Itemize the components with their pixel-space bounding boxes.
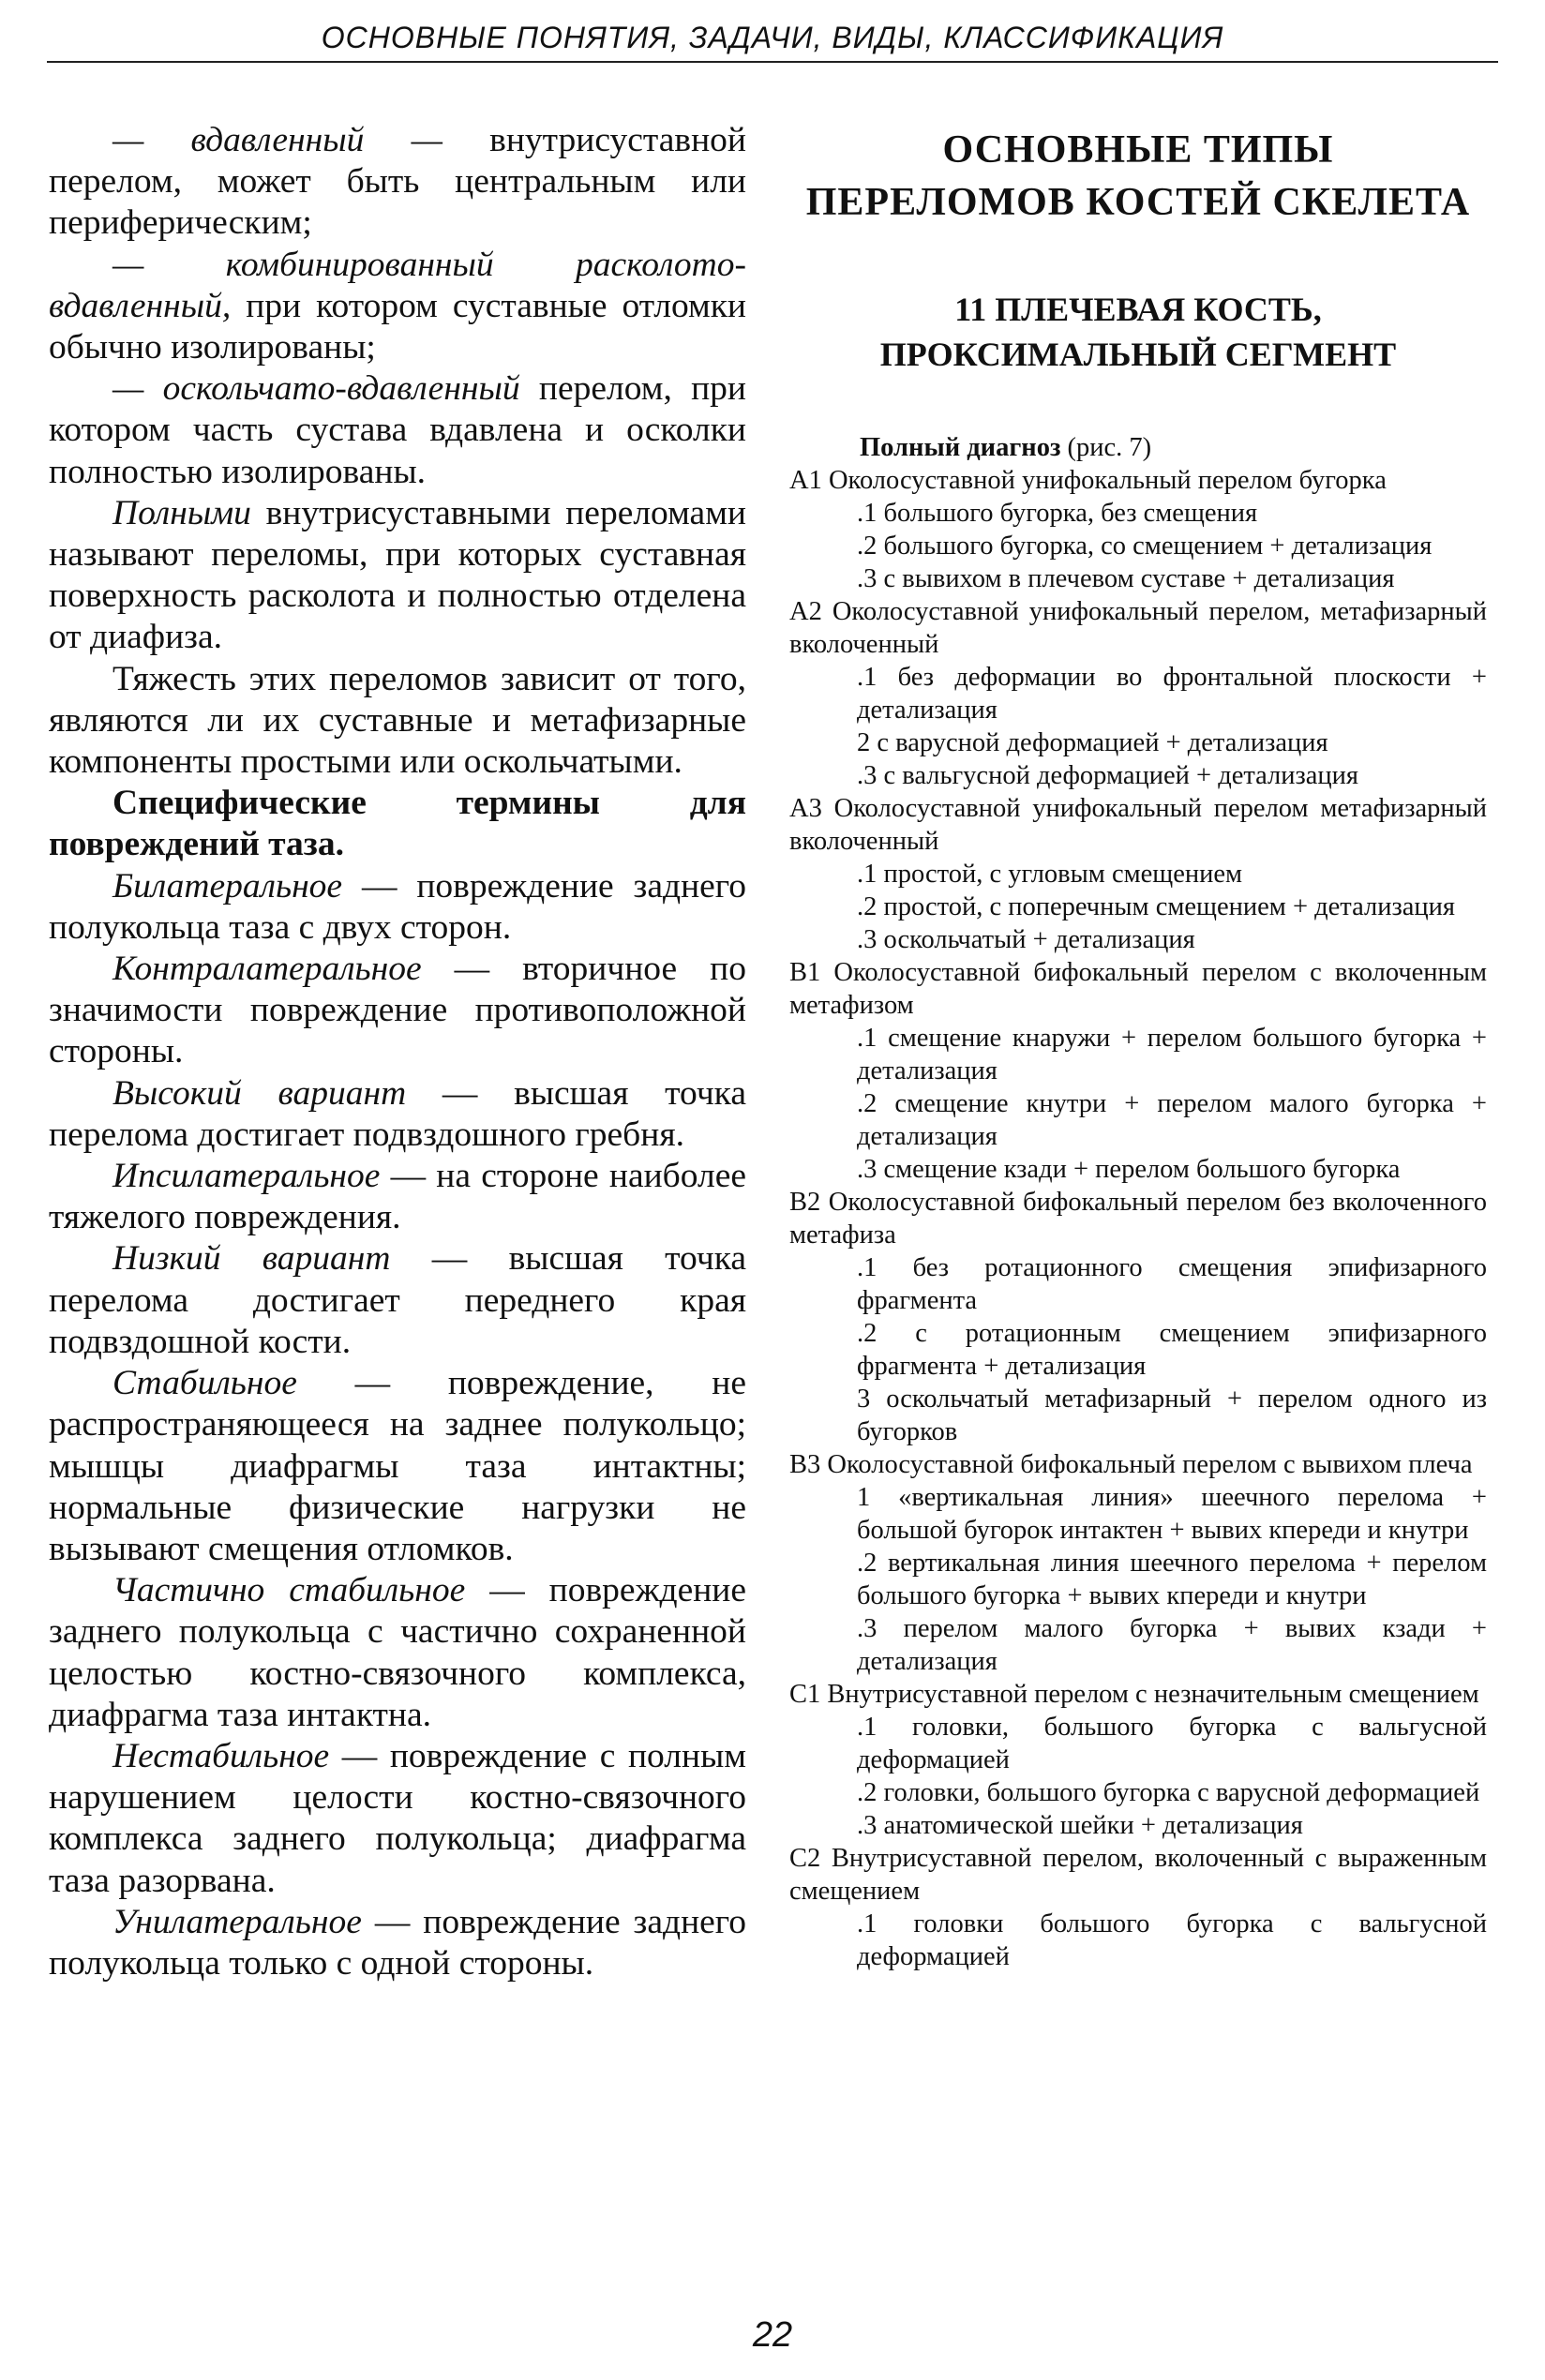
term-text: перелом, при котором часть сустава вдавлена и осколки полностью изолированы. [49,369,746,491]
diagnosis-group: В3 Околосуставной бифокальный перелом с вывихом плеча [789,1450,1473,1479]
left-column [49,120,746,1984]
term-text: — на стороне наиболее тяжелого повреждения. [49,1157,746,1237]
term-text: — высшая точка перелома достигает переднего края подвздошной кости. [49,1239,746,1361]
diagnosis-subtype: .1 головки большого бугорка с вальгусной деформацией [857,1909,1487,1971]
definition [49,1570,746,1736]
diagnosis-groups [789,464,1487,1973]
page-title [789,124,1487,229]
definition [49,1073,746,1156]
definition [49,1238,746,1363]
diagnosis-label: Полный диагноз [860,433,1061,462]
term-text: внутрисуставной перелом, может быть центральным или периферическим; [49,121,746,243]
term-text: — повреждение заднего полукольца только с одной стороны. [49,1902,746,1983]
diagnosis-subtype: .1 головки, большого бугорка с вальгусной деформацией [857,1713,1487,1774]
term: Ипсилатеральное [112,1157,381,1196]
diagnosis-subtype: .2 большого бугорка, со смещением + детализация [857,531,1432,561]
diagnosis-group: В1 Околосуставной бифокальный перелом с вколоченным метафизом [789,958,1487,1020]
diagnosis-list [789,431,1487,1973]
term: Частично стабильное [112,1571,466,1610]
definition [49,1156,746,1238]
diagnosis-subtype: .1 без деформации во фронтальной плоскости + детализация [857,663,1487,725]
term-text: — повреждение с полным нарушением целости костно-связочного комплекса заднего полукольца; диафрагма таза разорвана. [49,1736,746,1900]
diagnosis-group: А2 Околосуставной унифокальный перелом, метафизарный вколоченный [789,597,1487,659]
diagnosis-subtype: .1 смещение кнаружи + перелом большого бугорка + детализация [857,1024,1487,1085]
diagnosis-subtype: .1 простой, с угловым смещением [857,860,1243,889]
term-text: при котором суставные отломки обычно изолированы; [49,286,746,367]
diagnosis-subtype: .2 смещение кнутри + перелом малого бугорка + детализация [857,1089,1487,1151]
term: Нестабильное [112,1736,330,1775]
diagnosis-group: А1 Околосуставной унифокальный перелом бугорка [789,466,1387,495]
diagnosis-intro [789,431,1487,464]
figure-reference: (рис. 7) [1060,433,1152,462]
diagnosis-subtype: 1 «вертикальная линия» шеечного перелома + большой бугорок интактен + вывих кпереди и кнутри [857,1483,1487,1545]
page-number: 22 [752,2315,793,2355]
paragraph [49,245,746,369]
diagnosis-subtype: .3 с вывихом в плечевом суставе + детализация [857,564,1395,593]
diagnosis-subtype: .1 большого бугорка, без смещения [857,499,1258,528]
term-text: — высшая точка перелома достигает подвздошного гребня. [49,1073,746,1154]
subtitle-line: ПРОКСИМАЛЬНЫЙ СЕГМЕНТ [879,336,1397,373]
diagnosis-subtype: 3 оскольчатый метафизарный + перелом одного из бугорков [857,1385,1487,1446]
paragraph [49,368,746,493]
title-line: ОСНОВНЫЕ ТИПЫ [942,128,1334,172]
term: Высокий вариант [112,1073,407,1113]
diagnosis-group: С1 Внутрисуставной перелом с незначительным смещением [789,1680,1479,1709]
term-text: — повреждение заднего полукольца с частично сохраненной целостью костно-связочного комплекса, диафрагма таза интактна. [49,1571,746,1734]
subtitle-line: 11 ПЛЕЧЕВАЯ КОСТЬ, [954,291,1322,328]
diagnosis-group: А3 Околосуставной унифокальный перелом метафизарный вколоченный [789,794,1487,856]
term-text: внутрисуставными переломами называют переломы, при которых суставная поверхность расколота и полностью отделена от диафиза. [49,493,746,657]
term: Полными [112,493,251,532]
diagnosis-subtype: .2 с ротационным смещением эпифизарного фрагмента + детализация [857,1319,1487,1381]
term: Низкий вариант [112,1239,391,1279]
term: — оскольчато-вдавленный [112,369,520,409]
title-line: ПЕРЕЛОМОВ КОСТЕЙ СКЕЛЕТА [805,181,1471,224]
section-heading: Специфические термины для повреждений таза. [49,784,746,864]
term-text: — повреждение заднего полукольца таза с двух сторон. [49,866,746,947]
term: — комбинированный расколото-вдавленный, [49,245,746,325]
definition [49,1902,746,1984]
term: Стабильное [112,1364,297,1403]
diagnosis-subtype: .3 смещение кзади + перелом большого бугорка [857,1155,1401,1184]
diagnosis-subtype: 2 с варусной деформацией + детализация [857,728,1328,757]
diagnosis-subtype: .2 простой, с поперечным смещением + детализация [857,892,1455,921]
term-text: — вторичное по значимости повреждение противоположной стороны. [49,950,746,1071]
section-title [789,287,1487,377]
term: Контралатеральное [112,950,422,989]
diagnosis-subtype: .2 вертикальная линия шеечного перелома + перелом большого бугорка + вывих кпереди и кнутри [857,1549,1487,1610]
diagnosis-subtype: .3 анатомической шейки + детализация [857,1811,1303,1840]
paragraph: Тяжесть этих переломов зависит от того, являются ли их суставные и метафизарные компоненты простыми или оскольчатыми. [49,659,746,782]
running-head: ОСНОВНЫЕ ПОНЯТИЯ, ЗАДАЧИ, ВИДЫ, КЛАССИФИКАЦИЯ [47,21,1498,63]
diagnosis-subtype: .3 оскольчатый + детализация [857,925,1195,954]
term-text: — повреждение, не распространяющееся на заднее полукольцо; мышцы диафрагмы таза интактны; нормальные физические нагрузки не вызывают смещения отломков. [49,1364,746,1568]
definition [49,866,746,949]
definition [49,949,746,1073]
diagnosis-subtype: .3 с вальгусной деформацией + детализация [857,761,1359,790]
term: Унилатеральное [112,1902,362,1941]
paragraph [49,493,746,659]
diagnosis-group: В2 Околосуставной бифокальный перелом без вколоченного метафиза [789,1188,1487,1250]
definition [49,1736,746,1902]
term: — вдавленный — [112,121,442,159]
diagnosis-subtype: .3 перелом малого бугорка + вывих кзади + детализация [857,1614,1487,1676]
right-column [789,120,1487,1973]
paragraph [49,120,746,245]
diagnosis-subtype: .1 без ротационного смещения эпифизарного фрагмента [857,1253,1487,1315]
diagnosis-subtype: .2 головки, большого бугорка с варусной деформацией [857,1778,1480,1807]
definition [49,1363,746,1570]
term: Билатеральное [112,866,343,906]
diagnosis-group: С2 Внутрисуставной перелом, вколоченный с выраженным смещением [789,1844,1487,1906]
